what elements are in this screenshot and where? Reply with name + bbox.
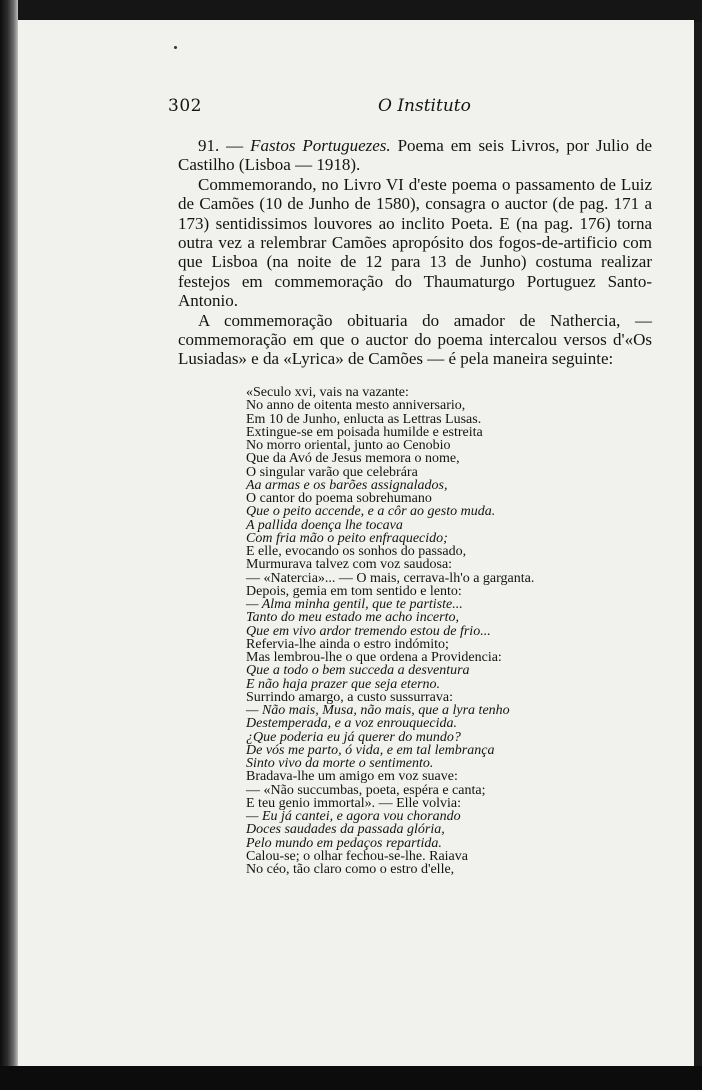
poem-line: Depois, gemia em tom sentido e lento: [246, 583, 462, 599]
poem-line: — Não mais, Musa, não mais, que a lyra tenho [246, 703, 510, 718]
poem-line: Bradava-lhe um amigo em voz suave: [246, 769, 458, 785]
poem-line: Que o peito accende, e a côr ao gesto muda. [246, 504, 496, 520]
poem-line: E não haja prazer que seja eterno. [246, 676, 441, 692]
poem-line: Calou-se; o olhar fechou-se-lhe. Raiava [246, 848, 468, 864]
poem-line: Que a todo o bem succeda a desventura [246, 663, 470, 679]
poem-line: — Eu já cantei, e agora vou chorando [246, 809, 461, 824]
entry-description: Poema em seis Livros, por Julio de Castilho (Lisboa — 1918). [178, 136, 653, 175]
book-spine-edge [0, 0, 18, 1090]
running-title: O Instituto [378, 96, 471, 116]
poem-line: De vós me parto, ó vida, e em tal lembrança [246, 742, 495, 758]
poem-line: Tanto do meu estado me acho incerto, [246, 610, 459, 626]
poem-line: Com fria mão o peito enfraquecido; [246, 530, 448, 546]
poem-line: O singular varão que celebrára [246, 464, 418, 480]
paragraph-commemoracao: A commemoração obituaria do amador de Nathercia, — commemoração em que o auctor do poema intercalou versos d'«Os Lusiadas» e da «Lyrica» de Camões — é pela maneira seguinte: [178, 310, 652, 369]
body-text [178, 136, 652, 369]
page-header [18, 96, 694, 120]
entry-paragraph [178, 136, 652, 175]
poem-line: — «Não succumbas, poeta, espéra e canta; [246, 782, 486, 798]
poem-line: Refervia-lhe ainda o estro indómito; [246, 636, 449, 652]
poem-line: E elle, evocando os sonhos do passado, [246, 544, 467, 559]
scan-top-edge [0, 0, 702, 22]
poem-line: — Alma minha gentil, que te partiste... [246, 597, 463, 612]
poem-line: Que em vivo ardor tremendo estou de frio... [246, 623, 491, 639]
paper-sheet [18, 20, 694, 1066]
poem-line: Que da Avó de Jesus memora o nome, [246, 451, 460, 467]
poem-line: Murmurava talvez com voz saudosa: [246, 557, 453, 573]
poem-line: ¿Que poderia eu já querer do mundo? [246, 729, 461, 745]
poem-line: Extingue-se em poisada humilde e estreita [246, 424, 483, 440]
poem-line: Pelo mundo em pedaços repartida. [246, 835, 442, 851]
poem-block [246, 386, 686, 876]
poem-line: E teu genio immortal». — Elle volvia: [246, 795, 462, 811]
poem-line: — «Natercia»... — O mais, cerrava-lh'o a garganta. [246, 570, 535, 586]
poem-line: «Seculo xvi, vais na vazante: [246, 385, 409, 400]
poem-line: Aa armas e os barões assignalados, [246, 477, 448, 493]
entry-number: 91. — [198, 136, 244, 155]
entry-title: Fastos Portuguezes. [250, 136, 391, 155]
scan-bottom-edge [0, 1066, 702, 1090]
poem-line: Destemperada, e a voz enrouquecida. [246, 716, 457, 732]
poem-line: Surrindo amargo, a custo sussurrava: [246, 689, 453, 705]
poem-line: A pallida doença lhe tocava [246, 517, 403, 533]
page-number: 302 [168, 96, 202, 116]
poem-line: Doces saudades da passada glória, [246, 822, 445, 838]
poem-line: No céo, tão claro como o estro d'elle, [246, 862, 455, 877]
paragraph-commemorando: Commemorando, no Livro VI d'este poema o passamento de Luiz de Camões (10 de Junho de 1580), consagra o auctor (de pag. 171 a 173) sentidissimos louvores ao inclito Poeta. E (na pag. 176) torna outra vez a relembrar Camões apropósito dos fogos-de-artificio com que Lisboa (na noite de 12 para 13 de Junho) costuma realizar festejos em commemoração do Thaumaturgo Portuguez Santo-Antonio. [178, 174, 652, 311]
paper-speck [174, 46, 177, 49]
poem-line: No morro oriental, junto ao Cenobio [246, 438, 451, 453]
poem-line: O cantor do poema sobrehumano [246, 491, 432, 506]
poem-line: No anno de oitenta mesto anniversario, [246, 398, 466, 414]
poem-line: Sinto vivo da morte o sentimento. [246, 756, 434, 771]
poem-line: Mas lembrou-lhe o que ordena a Providencia: [246, 650, 502, 665]
poem-line: Em 10 de Junho, enlucta as Lettras Lusas. [246, 411, 482, 427]
